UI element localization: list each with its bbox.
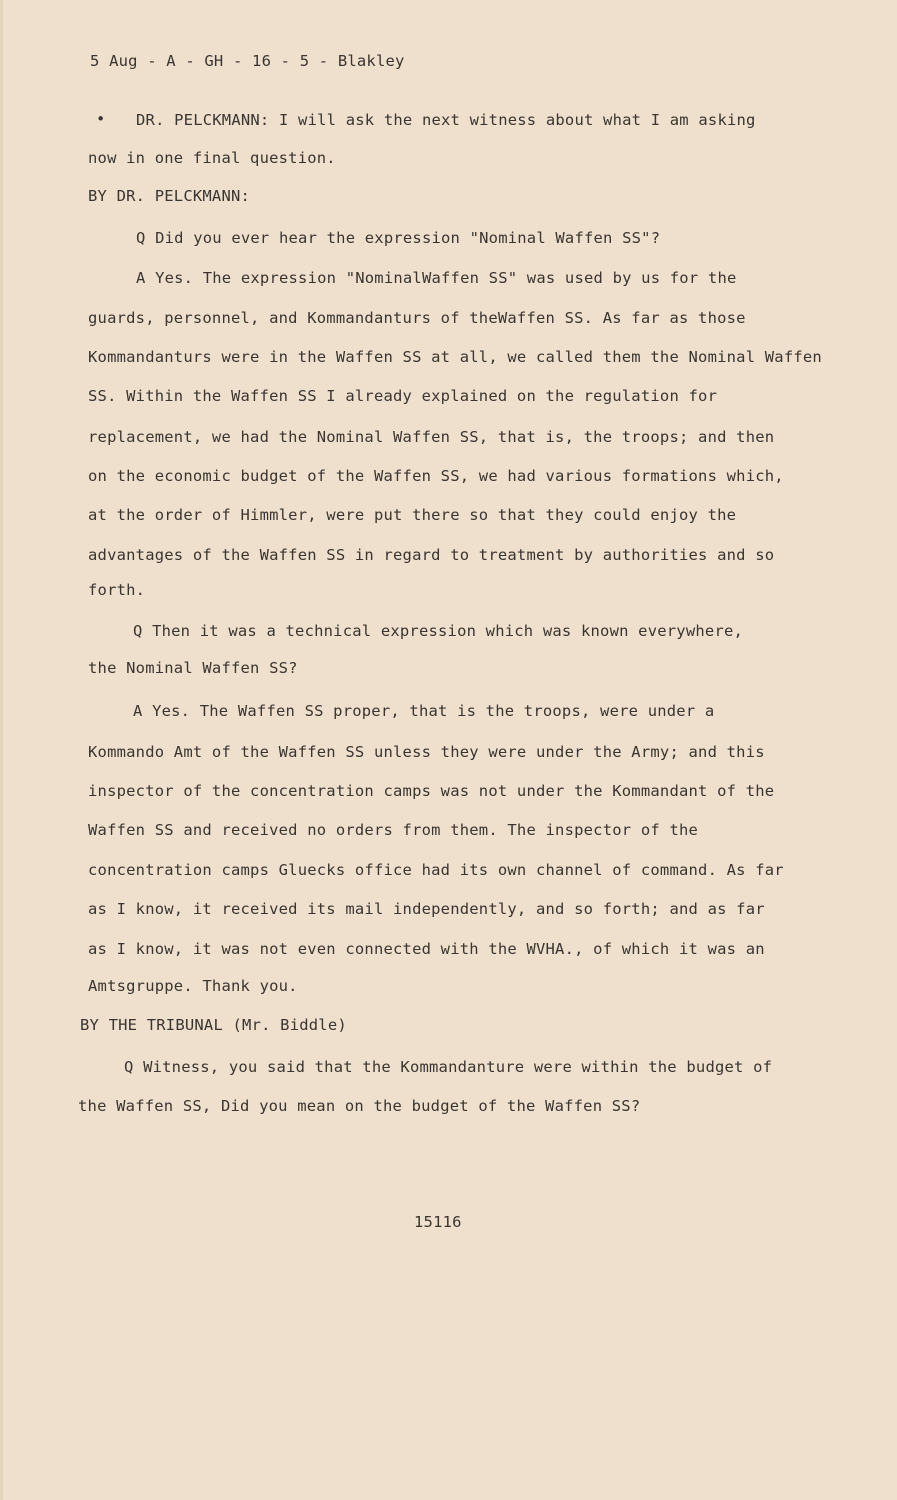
text-line: the Waffen SS, Did you mean on the budget of the Waffen SS? bbox=[78, 1097, 641, 1115]
section-heading: BY THE TRIBUNAL (Mr. Biddle) bbox=[80, 1016, 347, 1034]
text-line: now in one final question. bbox=[88, 149, 336, 167]
section-heading: BY DR. PELCKMANN: bbox=[88, 187, 251, 205]
text-line: as I know, it received its mail independently, and so forth; and as far bbox=[88, 900, 765, 918]
text-line: concentration camps Gluecks office had its own channel of command. As far bbox=[88, 861, 784, 879]
text-line: Waffen SS and received no orders from them. The inspector of the bbox=[88, 821, 699, 839]
page-number: 15116 bbox=[414, 1213, 462, 1231]
page-edge-shadow bbox=[0, 0, 3, 1500]
question-line: Q Witness, you said that the Kommandanture were within the budget of bbox=[124, 1058, 773, 1076]
page-header: 5 Aug - A - GH - 16 - 5 - Blakley bbox=[90, 52, 405, 70]
text-line: as I know, it was not even connected with the WVHA., of which it was an bbox=[88, 940, 765, 958]
answer-line: A Yes. The Waffen SS proper, that is the troops, were under a bbox=[133, 702, 715, 720]
question-line: Q Then it was a technical expression which was known everywhere, bbox=[133, 622, 744, 640]
text-line: guards, personnel, and Kommandanturs of theWaffen SS. As far as those bbox=[88, 309, 746, 327]
text-line: the Nominal Waffen SS? bbox=[88, 659, 298, 677]
text-line: SS. Within the Waffen SS I already explained on the regulation for bbox=[88, 387, 718, 405]
bullet-mark: • bbox=[96, 110, 106, 128]
question-line: Q Did you ever hear the expression "Nominal Waffen SS"? bbox=[136, 229, 661, 247]
text-line: DR. PELCKMANN: I will ask the next witness about what I am asking bbox=[136, 111, 756, 129]
answer-line: A Yes. The expression "NominalWaffen SS" was used by us for the bbox=[136, 269, 737, 287]
text-line: Kommando Amt of the Waffen SS unless they were under the Army; and this bbox=[88, 743, 765, 761]
text-line: replacement, we had the Nominal Waffen SS, that is, the troops; and then bbox=[88, 428, 775, 446]
text-line: inspector of the concentration camps was not under the Kommandant of the bbox=[88, 782, 775, 800]
text-line: Amtsgruppe. Thank you. bbox=[88, 977, 298, 995]
text-line: forth. bbox=[88, 581, 146, 599]
text-line: advantages of the Waffen SS in regard to treatment by authorities and so bbox=[88, 546, 775, 564]
text-line: Kommandanturs were in the Waffen SS at all, we called them the Nominal Waffen bbox=[88, 348, 822, 366]
text-line: on the economic budget of the Waffen SS, we had various formations which, bbox=[88, 467, 784, 485]
text-line: at the order of Himmler, were put there so that they could enjoy the bbox=[88, 506, 737, 524]
